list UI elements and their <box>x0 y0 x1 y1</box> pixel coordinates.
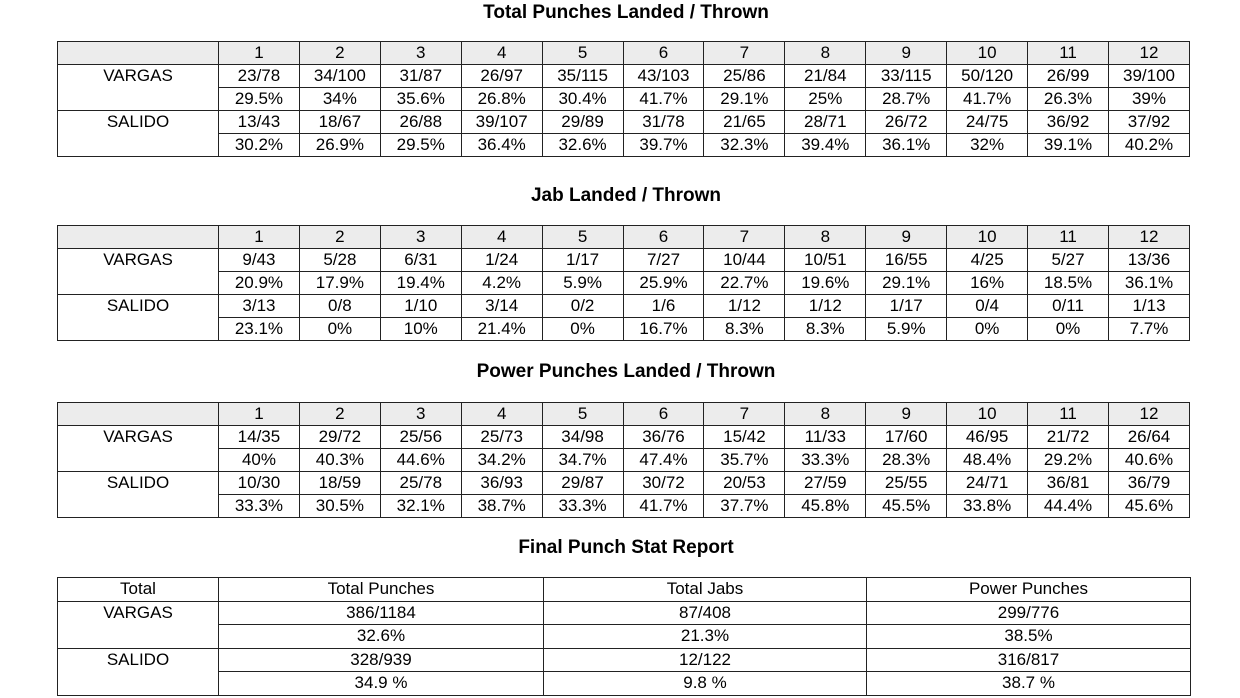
total-count-cell: 299/776 <box>867 601 1191 625</box>
fighter-name: SALIDO <box>58 111 219 157</box>
round-header: 12 <box>1108 403 1189 426</box>
fighter-name: VARGAS <box>58 65 219 111</box>
header-row <box>58 42 1190 65</box>
round-header: 3 <box>380 42 461 65</box>
percentage-cell: 26.9% <box>299 134 380 157</box>
percentage-cell: 38.7% <box>461 495 542 518</box>
landed-thrown-cell: 17/60 <box>866 426 947 449</box>
percentage-cell: 30.2% <box>219 134 300 157</box>
percentage-cell: 41.7% <box>623 88 704 111</box>
landed-thrown-cell: 1/12 <box>785 295 866 318</box>
percentage-cell: 4.2% <box>461 272 542 295</box>
round-header: 2 <box>299 403 380 426</box>
round-header: 9 <box>866 226 947 249</box>
round-header: 11 <box>1028 403 1109 426</box>
percentage-cell: 35.7% <box>704 449 785 472</box>
landed-thrown-cell: 1/24 <box>461 249 542 272</box>
round-header: 4 <box>461 403 542 426</box>
table-row <box>58 272 1190 295</box>
landed-thrown-cell: 39/100 <box>1108 65 1189 88</box>
percentage-cell: 5.9% <box>542 272 623 295</box>
landed-thrown-cell: 0/11 <box>1028 295 1109 318</box>
jab-table <box>57 225 1190 341</box>
fighter-name: VARGAS <box>58 426 219 472</box>
landed-thrown-cell: 34/100 <box>299 65 380 88</box>
landed-thrown-cell: 14/35 <box>219 426 300 449</box>
landed-thrown-cell: 31/87 <box>380 65 461 88</box>
percentage-cell: 32.1% <box>380 495 461 518</box>
percentage-cell: 18.5% <box>1028 272 1109 295</box>
landed-thrown-cell: 26/72 <box>866 111 947 134</box>
percentage-cell: 5.9% <box>866 318 947 341</box>
landed-thrown-cell: 25/55 <box>866 472 947 495</box>
power-punches-table <box>57 402 1190 518</box>
round-header: 1 <box>219 403 300 426</box>
total-count-cell: 328/939 <box>219 648 544 672</box>
corner-cell <box>58 226 219 249</box>
percentage-cell: 39% <box>1108 88 1189 111</box>
percentage-cell: 29.5% <box>380 134 461 157</box>
landed-thrown-cell: 13/43 <box>219 111 300 134</box>
round-header: 6 <box>623 226 704 249</box>
percentage-cell: 34% <box>299 88 380 111</box>
percentage-cell: 28.3% <box>866 449 947 472</box>
landed-thrown-cell: 30/72 <box>623 472 704 495</box>
landed-thrown-cell: 21/84 <box>785 65 866 88</box>
section-title: Jab Landed / Thrown <box>530 185 721 206</box>
round-header: 7 <box>704 403 785 426</box>
percentage-cell: 0% <box>947 318 1028 341</box>
total-count-cell: 12/122 <box>544 648 867 672</box>
table-row <box>58 625 1191 649</box>
percentage-cell: 39.4% <box>785 134 866 157</box>
percentage-cell: 25.9% <box>623 272 704 295</box>
percentage-cell: 34.7% <box>542 449 623 472</box>
percentage-cell: 32.6% <box>219 625 544 649</box>
percentage-cell: 48.4% <box>947 449 1028 472</box>
percentage-cell: 35.6% <box>380 88 461 111</box>
percentage-cell: 19.4% <box>380 272 461 295</box>
table-row <box>58 111 1190 134</box>
percentage-cell: 17.9% <box>299 272 380 295</box>
landed-thrown-cell: 26/64 <box>1108 426 1189 449</box>
table-row <box>58 495 1190 518</box>
percentage-cell: 45.6% <box>1108 495 1189 518</box>
percentage-cell: 38.5% <box>867 625 1191 649</box>
round-header: 1 <box>219 42 300 65</box>
landed-thrown-cell: 36/79 <box>1108 472 1189 495</box>
landed-thrown-cell: 23/78 <box>219 65 300 88</box>
round-header: 7 <box>704 42 785 65</box>
percentage-cell: 28.7% <box>866 88 947 111</box>
landed-thrown-cell: 15/42 <box>704 426 785 449</box>
landed-thrown-cell: 24/71 <box>947 472 1028 495</box>
landed-thrown-cell: 1/12 <box>704 295 785 318</box>
table-row <box>58 601 1191 625</box>
landed-thrown-cell: 25/78 <box>380 472 461 495</box>
fighter-name: SALIDO <box>58 472 219 518</box>
fighter-name: SALIDO <box>58 648 219 695</box>
landed-thrown-cell: 9/43 <box>219 249 300 272</box>
total-count-cell: 87/408 <box>544 601 867 625</box>
landed-thrown-cell: 11/33 <box>785 426 866 449</box>
landed-thrown-cell: 1/17 <box>866 295 947 318</box>
round-header: 4 <box>461 226 542 249</box>
round-header: 12 <box>1108 42 1189 65</box>
percentage-cell: 41.7% <box>947 88 1028 111</box>
round-header: 10 <box>947 403 1028 426</box>
header-row <box>58 226 1190 249</box>
landed-thrown-cell: 3/14 <box>461 295 542 318</box>
round-header: 5 <box>542 226 623 249</box>
percentage-cell: 9.8 % <box>544 672 867 696</box>
landed-thrown-cell: 33/115 <box>866 65 947 88</box>
landed-thrown-cell: 10/44 <box>704 249 785 272</box>
percentage-cell: 32% <box>947 134 1028 157</box>
percentage-cell: 20.9% <box>219 272 300 295</box>
percentage-cell: 32.6% <box>542 134 623 157</box>
percentage-cell: 29.5% <box>219 88 300 111</box>
round-header: 6 <box>623 403 704 426</box>
landed-thrown-cell: 31/78 <box>623 111 704 134</box>
table-row <box>58 65 1190 88</box>
round-header: 11 <box>1028 226 1109 249</box>
landed-thrown-cell: 21/72 <box>1028 426 1109 449</box>
percentage-cell: 44.4% <box>1028 495 1109 518</box>
table-row <box>58 249 1190 272</box>
landed-thrown-cell: 39/107 <box>461 111 542 134</box>
landed-thrown-cell: 0/2 <box>542 295 623 318</box>
section-title: Total Punches Landed / Thrown <box>483 2 769 23</box>
table-row <box>58 472 1190 495</box>
percentage-cell: 16.7% <box>623 318 704 341</box>
percentage-cell: 40.3% <box>299 449 380 472</box>
percentage-cell: 45.5% <box>866 495 947 518</box>
percentage-cell: 34.2% <box>461 449 542 472</box>
round-header: 1 <box>219 226 300 249</box>
header-row <box>58 403 1190 426</box>
corner-cell <box>58 42 219 65</box>
percentage-cell: 23.1% <box>219 318 300 341</box>
percentage-cell: 37.7% <box>704 495 785 518</box>
percentage-cell: 8.3% <box>704 318 785 341</box>
percentage-cell: 16% <box>947 272 1028 295</box>
landed-thrown-cell: 3/13 <box>219 295 300 318</box>
round-header: 5 <box>542 42 623 65</box>
column-header: Total Punches <box>219 578 544 602</box>
percentage-cell: 41.7% <box>623 495 704 518</box>
round-header: 3 <box>380 403 461 426</box>
landed-thrown-cell: 34/98 <box>542 426 623 449</box>
landed-thrown-cell: 1/13 <box>1108 295 1189 318</box>
percentage-cell: 21.4% <box>461 318 542 341</box>
round-header: 8 <box>785 226 866 249</box>
column-header: Total Jabs <box>544 578 867 602</box>
landed-thrown-cell: 25/73 <box>461 426 542 449</box>
landed-thrown-cell: 43/103 <box>623 65 704 88</box>
landed-thrown-cell: 28/71 <box>785 111 866 134</box>
landed-thrown-cell: 20/53 <box>704 472 785 495</box>
round-header: 12 <box>1108 226 1189 249</box>
percentage-cell: 38.7 % <box>867 672 1191 696</box>
percentage-cell: 25% <box>785 88 866 111</box>
round-header: 9 <box>866 403 947 426</box>
table-row <box>58 426 1190 449</box>
round-header: 11 <box>1028 42 1109 65</box>
landed-thrown-cell: 0/8 <box>299 295 380 318</box>
table-row <box>58 134 1190 157</box>
landed-thrown-cell: 10/51 <box>785 249 866 272</box>
total-punches-table <box>57 41 1190 157</box>
percentage-cell: 0% <box>542 318 623 341</box>
table-row <box>58 295 1190 318</box>
landed-thrown-cell: 21/65 <box>704 111 785 134</box>
landed-thrown-cell: 37/92 <box>1108 111 1189 134</box>
landed-thrown-cell: 0/4 <box>947 295 1028 318</box>
corner-cell <box>58 403 219 426</box>
landed-thrown-cell: 36/81 <box>1028 472 1109 495</box>
table-row <box>58 672 1191 696</box>
landed-thrown-cell: 36/93 <box>461 472 542 495</box>
landed-thrown-cell: 29/87 <box>542 472 623 495</box>
landed-thrown-cell: 29/89 <box>542 111 623 134</box>
percentage-cell: 36.1% <box>866 134 947 157</box>
table-row <box>58 318 1190 341</box>
table-row <box>58 648 1191 672</box>
section-title: Final Punch Stat Report <box>518 537 734 558</box>
round-header: 2 <box>299 226 380 249</box>
section-title: Power Punches Landed / Thrown <box>476 361 776 382</box>
landed-thrown-cell: 29/72 <box>299 426 380 449</box>
landed-thrown-cell: 26/99 <box>1028 65 1109 88</box>
landed-thrown-cell: 1/6 <box>623 295 704 318</box>
landed-thrown-cell: 27/59 <box>785 472 866 495</box>
percentage-cell: 8.3% <box>785 318 866 341</box>
landed-thrown-cell: 1/10 <box>380 295 461 318</box>
round-header: 5 <box>542 403 623 426</box>
percentage-cell: 29.1% <box>866 272 947 295</box>
percentage-cell: 39.1% <box>1028 134 1109 157</box>
landed-thrown-cell: 25/86 <box>704 65 785 88</box>
landed-thrown-cell: 35/115 <box>542 65 623 88</box>
percentage-cell: 36.4% <box>461 134 542 157</box>
percentage-cell: 29.2% <box>1028 449 1109 472</box>
percentage-cell: 0% <box>1028 318 1109 341</box>
landed-thrown-cell: 50/120 <box>947 65 1028 88</box>
percentage-cell: 36.1% <box>1108 272 1189 295</box>
landed-thrown-cell: 16/55 <box>866 249 947 272</box>
landed-thrown-cell: 6/31 <box>380 249 461 272</box>
percentage-cell: 26.3% <box>1028 88 1109 111</box>
round-header: 9 <box>866 42 947 65</box>
landed-thrown-cell: 10/30 <box>219 472 300 495</box>
percentage-cell: 30.4% <box>542 88 623 111</box>
table-row <box>58 88 1190 111</box>
percentage-cell: 33.3% <box>785 449 866 472</box>
fighter-name: VARGAS <box>58 249 219 295</box>
landed-thrown-cell: 13/36 <box>1108 249 1189 272</box>
round-header: 7 <box>704 226 785 249</box>
landed-thrown-cell: 4/25 <box>947 249 1028 272</box>
landed-thrown-cell: 5/27 <box>1028 249 1109 272</box>
percentage-cell: 34.9 % <box>219 672 544 696</box>
percentage-cell: 47.4% <box>623 449 704 472</box>
percentage-cell: 30.5% <box>299 495 380 518</box>
landed-thrown-cell: 36/76 <box>623 426 704 449</box>
column-header: Power Punches <box>867 578 1191 602</box>
percentage-cell: 39.7% <box>623 134 704 157</box>
round-header: 4 <box>461 42 542 65</box>
final-report-table <box>57 577 1191 696</box>
landed-thrown-cell: 24/75 <box>947 111 1028 134</box>
landed-thrown-cell: 36/92 <box>1028 111 1109 134</box>
percentage-cell: 40% <box>219 449 300 472</box>
percentage-cell: 29.1% <box>704 88 785 111</box>
percentage-cell: 21.3% <box>544 625 867 649</box>
percentage-cell: 40.2% <box>1108 134 1189 157</box>
percentage-cell: 32.3% <box>704 134 785 157</box>
percentage-cell: 0% <box>299 318 380 341</box>
round-header: 8 <box>785 403 866 426</box>
landed-thrown-cell: 25/56 <box>380 426 461 449</box>
percentage-cell: 26.8% <box>461 88 542 111</box>
percentage-cell: 33.3% <box>219 495 300 518</box>
total-count-cell: 386/1184 <box>219 601 544 625</box>
round-header: 2 <box>299 42 380 65</box>
round-header: 6 <box>623 42 704 65</box>
landed-thrown-cell: 5/28 <box>299 249 380 272</box>
percentage-cell: 44.6% <box>380 449 461 472</box>
fighter-name: VARGAS <box>58 601 219 648</box>
percentage-cell: 40.6% <box>1108 449 1189 472</box>
column-header: Total <box>58 578 219 602</box>
percentage-cell: 33.8% <box>947 495 1028 518</box>
header-row <box>58 578 1191 602</box>
fighter-name: SALIDO <box>58 295 219 341</box>
percentage-cell: 22.7% <box>704 272 785 295</box>
percentage-cell: 10% <box>380 318 461 341</box>
landed-thrown-cell: 18/67 <box>299 111 380 134</box>
percentage-cell: 45.8% <box>785 495 866 518</box>
landed-thrown-cell: 7/27 <box>623 249 704 272</box>
percentage-cell: 7.7% <box>1108 318 1189 341</box>
table-row <box>58 449 1190 472</box>
total-count-cell: 316/817 <box>867 648 1191 672</box>
landed-thrown-cell: 26/88 <box>380 111 461 134</box>
round-header: 10 <box>947 226 1028 249</box>
round-header: 3 <box>380 226 461 249</box>
round-header: 8 <box>785 42 866 65</box>
landed-thrown-cell: 1/17 <box>542 249 623 272</box>
round-header: 10 <box>947 42 1028 65</box>
landed-thrown-cell: 46/95 <box>947 426 1028 449</box>
percentage-cell: 33.3% <box>542 495 623 518</box>
percentage-cell: 19.6% <box>785 272 866 295</box>
landed-thrown-cell: 26/97 <box>461 65 542 88</box>
landed-thrown-cell: 18/59 <box>299 472 380 495</box>
